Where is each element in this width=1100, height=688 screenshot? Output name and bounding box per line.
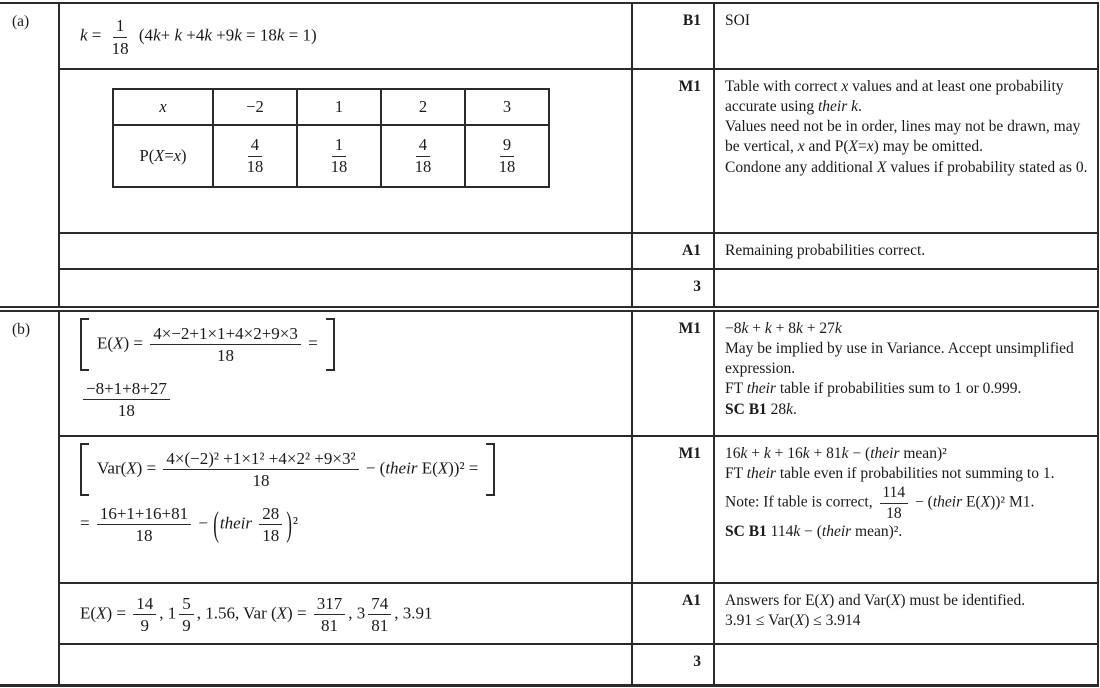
fraction: $\frac{5}{9}$ — [179, 594, 194, 635]
x-value: −2 — [213, 89, 297, 125]
right-bracket — [326, 318, 335, 371]
fraction: $\frac{14}{9}$ — [133, 594, 156, 635]
marks-total: 3 — [693, 653, 701, 670]
section-a — [0, 2, 1099, 306]
left-bracket — [80, 443, 89, 496]
answer-cell-b2 — [60, 437, 633, 584]
mark-cell-a3 — [633, 234, 715, 270]
p-value — [213, 125, 297, 187]
guidance-cell-a1 — [715, 4, 1097, 70]
p-header: P(X=x) — [113, 125, 213, 187]
answer-cell-a1 — [60, 4, 633, 70]
guidance-text: SC B1 114k − (their mean)². — [725, 523, 903, 540]
answer-cell-b1 — [60, 312, 633, 437]
guidance-cell-a3 — [715, 234, 1097, 270]
guidance-text: Values need not be in order, lines may not be drawn, may be vertical, x and P(X=x) may be omitted. — [725, 118, 1081, 156]
guidance-text: FT their table even if probabilities not summing to 1. — [725, 465, 1055, 483]
fraction: $\frac{16+1+16+81}{18}$ — [97, 504, 191, 545]
fraction: $\frac{1}{18}$ — [330, 135, 348, 176]
fraction: $\frac{4\times-2+1\times 1+4\times 2+9\times 3}{18}$ — [150, 324, 301, 365]
page-bottom-rule — [0, 684, 1099, 687]
variance-formula — [80, 443, 495, 496]
mark-a1: A1 — [682, 592, 701, 609]
marks-total: 3 — [693, 278, 701, 295]
fraction: $\frac{-8+1+8+27}{18}$ — [83, 379, 170, 420]
table-row-probabilities — [113, 125, 549, 187]
guidance-text: Table with correct x values and at least one probability accurate using their k. — [725, 78, 1064, 116]
guidance-text: Note: If table is correct, $\frac{114}{18}$ − (their E(X))² M1. — [725, 484, 1035, 522]
mark-cell-b1 — [633, 312, 715, 437]
guidance-cell-b4 — [715, 645, 1097, 684]
guidance-text: 16k + k + 16k + 81k − (their mean)² — [725, 445, 947, 462]
right-bracket — [486, 443, 495, 496]
expected-value-result — [80, 379, 625, 420]
left-bracket — [80, 318, 89, 371]
x-header: x — [113, 89, 213, 125]
mark-b1: B1 — [682, 12, 701, 29]
fraction: $\frac{28}{18}$ — [259, 504, 282, 545]
table-row-x — [113, 89, 549, 125]
guidance-text: May be implied by use in Variance. Accept unsimplified expression. — [725, 340, 1074, 378]
p-value — [465, 125, 549, 187]
formula-text: Var(X) = $\frac{\text{4×(−2)² +1×1² +4×2² +9×3²}}{18}$ − (their E(X))² = — [97, 449, 479, 491]
fraction: $\frac{114}{18}$ — [880, 484, 909, 522]
mark-cell-a2 — [633, 70, 715, 234]
fraction: $\frac{9}{18}$ — [498, 135, 516, 176]
formula-k: k = $\frac{1}{18}$ (4k+ k +4k +9k = 18k = 1) — [80, 16, 317, 58]
final-answers: E(X) = $\frac{14}{9}$ , 1 $\frac{5}{9}$ , 1.56, Var (X) = $\frac{317}{81}$ , 3 $\frac{74}{81}$ , 3.91 — [80, 593, 433, 635]
mark-m1: M1 — [678, 320, 701, 337]
guidance-text: Condone any additional X values if probability stated as 0. — [725, 158, 1088, 176]
guidance-text: Answers for E(X) and Var(X) must be identified. — [725, 592, 1026, 609]
fraction: $\frac{4}{18}$ — [246, 135, 264, 176]
fraction: $\frac{317}{81}$ — [314, 594, 346, 635]
part-b-label-cell — [0, 312, 60, 684]
p-value — [297, 125, 381, 187]
part-a-label: (a) — [12, 13, 30, 30]
guidance-text: SOI — [725, 12, 750, 29]
guidance-text: 3.91 ≤ Var(X) ≤ 3.914 — [725, 612, 861, 630]
answer-cell-a3 — [60, 234, 633, 270]
guidance-text: SC B1 28k. — [725, 400, 797, 418]
mark-m1: M1 — [678, 445, 701, 462]
guidance-text: −8k + k + 8k + 27k — [725, 320, 842, 337]
answer-cell-a4 — [60, 270, 633, 306]
fraction: $\frac{4}{18}$ — [414, 135, 432, 176]
x-value: 3 — [465, 89, 549, 125]
p-value — [381, 125, 465, 187]
answer-cell-b4 — [60, 645, 633, 684]
answer-cell-a2 — [60, 70, 633, 234]
x-value: 2 — [381, 89, 465, 125]
expected-value-formula — [80, 318, 335, 371]
mark-total-cell-a — [633, 270, 715, 306]
x-value: 1 — [297, 89, 381, 125]
guidance-cell-a2 — [715, 70, 1097, 234]
formula-text: E(X) = $\frac{4\times-2+1\times 1+4\times 2+9\times 3}{18}$ = — [97, 324, 318, 366]
mark-cell-a1 — [633, 4, 715, 70]
guidance-text: FT their table if probabilities sum to 1 or 0.999. — [725, 380, 1022, 398]
fraction: $\frac{\text{4×(−2)² +1×1² +4×2² +9×3²}}{18}$ — [163, 449, 358, 490]
answer-cell-b3 — [60, 584, 633, 645]
variance-working: = $\frac{16+1+16+81}{18}$ − (their $\frac{28}{18}$ )² — [80, 504, 299, 546]
guidance-cell-b1 — [715, 312, 1097, 437]
guidance-cell-b2 — [715, 437, 1097, 584]
guidance-cell-b3 — [715, 584, 1097, 645]
mark-cell-b2 — [633, 437, 715, 584]
section-b — [0, 312, 1099, 684]
fraction: $\frac{1}{18}$ — [111, 16, 129, 58]
part-b-label: (b) — [12, 321, 31, 338]
guidance-cell-a4 — [715, 270, 1097, 306]
probability-table — [112, 88, 550, 188]
mark-a1: A1 — [682, 242, 701, 259]
mark-total-cell-b — [633, 645, 715, 684]
mark-m1: M1 — [678, 78, 701, 95]
fraction: $\frac{74}{81}$ — [368, 594, 391, 635]
guidance-text: Remaining probabilities correct. — [725, 242, 926, 259]
part-a-label-cell — [0, 4, 60, 306]
mark-cell-b3 — [633, 584, 715, 645]
